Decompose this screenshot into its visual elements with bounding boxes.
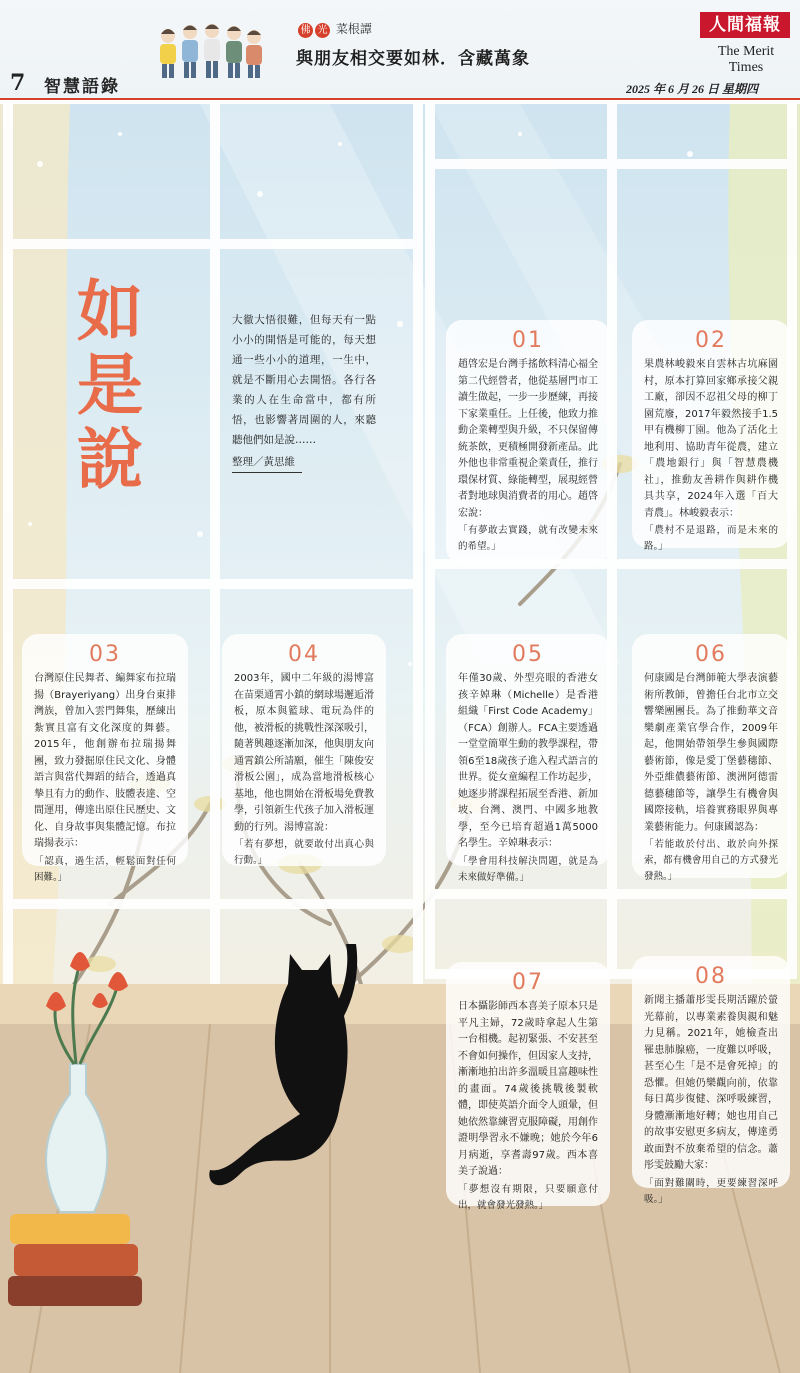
card-body: 何康國是台灣師範大學表演藝術所教師，曾擔任台北市立交響樂團團長。為了推動華文音樂劇產業官學合作，2009年起，他開始帶領學生參與國際藝術節，像是愛丁堡藝穗節、外亞維儂藝術節、澳洲阿德雷德藝穗節等，讓學生有機會與國際接軌，培養實務眼界與專業藝術能力。何康國認為： — [644, 673, 778, 833]
column-badge-2: 光 — [315, 23, 330, 38]
column-tagline: 與朋友相交要如林．含藏萬象 — [296, 49, 530, 69]
column-name: 菜根譚 — [335, 22, 372, 36]
masthead-logo: 人間福報 — [700, 12, 790, 38]
quote-card-08 — [632, 956, 790, 1205]
quote-card-04 — [222, 634, 386, 866]
card-quote: 「面對難關時，更要練習深呼吸。」 — [644, 1177, 778, 1205]
page-number: 7 — [10, 70, 26, 96]
credit-line: 整理／黃思維 — [232, 452, 302, 473]
card-number: 04 — [288, 642, 320, 667]
card-body: 果農林峻毅來自雲林古坑麻園村，原本打算回家鄉承接父親工廠，卻因不忍祖父母的柳丁園荒廢，2017年毅然接手1.5甲有機柳丁園。他為了活化土地利用、協助青年從農，建立「農地銀行」與「智慧農機社」，推動友善耕作與耕作機具共享，2024年入選「百大青農」。林峻毅表示： — [644, 359, 778, 519]
card-quote: 「若能敢於付出、敢於向外探索，都有機會用自己的方式發光發熱。」 — [644, 839, 778, 882]
card-quote: 「夢想沒有期限，只要願意付出，就會發光發熱。」 — [458, 1183, 598, 1211]
intro-text: 大徹大悟很難，但每天有一點小小的開悟是可能的，每天想通一些小小的道理，一生中，就是不斷用心去開悟。各行各業的人在生命當中，都有所悟，也影響著周圍的人，來聽聽他們如是說…… — [232, 314, 376, 446]
card-quote: 「有夢敢去實踐，就有改變未來的希望。」 — [458, 525, 598, 552]
card-number: 05 — [512, 642, 544, 667]
intro-paragraph — [232, 310, 376, 473]
card-body: 新聞主播蕭彤雯長期活躍於螢光幕前，以專業素養與親和魅力見稱。2021年，她檢查出罹患肺腺癌，一度難以呼吸，甚至心生「是不是會死掉」的恐懼。但她仍樂觀向前，依靠每日萬步復健、深呼吸練習，身體漸漸地好轉；她也用自己的故事安慰更多病友，傳達勇敢面對不放棄希望的信念。蕭彤雯鼓勵大家： — [644, 995, 778, 1171]
quote-card-02 — [632, 320, 790, 552]
quote-card-07 — [446, 962, 610, 1211]
title-char: 如 — [77, 272, 143, 350]
page-header — [0, 0, 800, 100]
header-rule — [0, 98, 800, 100]
card-quote: 「認真，過生活，輕鬆面對任何困難。」 — [34, 855, 176, 883]
card-quote: 「學會用科技解決問題，就是為未來做好準備。」 — [458, 855, 598, 883]
card-number: 02 — [695, 328, 727, 353]
card-number: 08 — [695, 964, 727, 989]
card-body: 台灣原住民舞者、編舞家布拉瑞揚（Brayeriyang）出身台東排灣族，曾加入雲門舞集，歷練出紮實且富有文化深度的舞藝。2015年，他創辦布拉瑞揚舞團，致力發掘原住民文化、身體語言與當代舞蹈的結合，透過真摯且有力的動作、肢體表達、空間運用，傳達出原住民歷史、文化、自身故事與集體記憶。布拉瑞揚表示： — [34, 673, 176, 849]
card-body: 趙啓宏是台灣手搖飲料清心福全第二代經營者，他從基層門市工讀生做起，一步一步歷練，再接下家業重任。上任後，他致力推動企業轉型與升級，不只保留傳統茶飲，更積極開發新產品。此外他也非常重視企業責任，推行環保材質、綠能轉型，展現經營者對地球與消費者的用心。趙啓宏說： — [458, 359, 598, 519]
title-char: 是 — [77, 346, 143, 424]
title-char: 說 — [77, 420, 143, 498]
card-number: 03 — [89, 642, 121, 667]
card-body: 年僅30歲、外型亮眼的香港女孩辛婥琳（Michelle）是香港組織「First Code Academy」（FCA）創辦人。FCA主要透過一堂堂簡單生動的教學課程，帶領6至18歲孩子進入程式語言的世界。從女童編程工作坊起步，她逐步將課程拓展至香港、新加坡、台灣、澳門、中國多地教學，至今已培育超過1萬5000名學生。辛婥琳表示： — [458, 673, 598, 849]
quote-card-01 — [446, 320, 610, 564]
quote-card-03 — [22, 634, 188, 883]
friends-illustration — [150, 22, 270, 80]
column-badge-1: 佛 — [298, 23, 313, 38]
card-number: 07 — [512, 970, 544, 995]
feature-title — [70, 274, 150, 496]
card-body: 2003年，國中二年級的湯博富在苗栗通霄小鎮的網球場邂逅滑板，原本與籃球、電玩為伴的他，被滑板的挑戰性深深吸引，隨著興趣逐漸加深，他與朋友向通霄鎮公所請願，催生「陳俊安滑板公園」，成為當地滑板核心基地，他也開始在滑板場免費教學，引領新生代孩子加入滑板運動的行列。湯博富說： — [234, 673, 374, 833]
column-tag — [298, 20, 372, 38]
quote-card-06 — [632, 634, 790, 882]
issue-date: 2025 年 6 月 26 日 星期四 — [626, 82, 759, 96]
card-quote: 「若有夢想，就要敢付出真心與行動。」 — [234, 839, 374, 866]
card-number: 06 — [695, 642, 727, 667]
section-title: 智慧語錄 — [44, 77, 120, 97]
card-body: 日本攝影師西本喜美子原本只是平凡主婦，72歲時拿起人生第一台相機。起初緊張、不安甚至不會如何操作，但因家人支持，漸漸地拍出許多溫暖且富趣味性的畫面。74歲後挑戰後製軟體，即使英語介面令人頭暈，但她依然靠練習克服障礙，用創作證明學習永不嫌晚；她於今年6月病逝，享耆壽97歲。西本喜美子說過： — [458, 1001, 598, 1177]
card-number: 01 — [512, 328, 544, 353]
illustrated-window-scene — [0, 104, 800, 1373]
masthead-english: The Merit Times — [717, 44, 775, 75]
quote-card-05 — [446, 634, 610, 883]
card-quote: 「農村不是退路，而是未來的路。」 — [644, 525, 778, 552]
